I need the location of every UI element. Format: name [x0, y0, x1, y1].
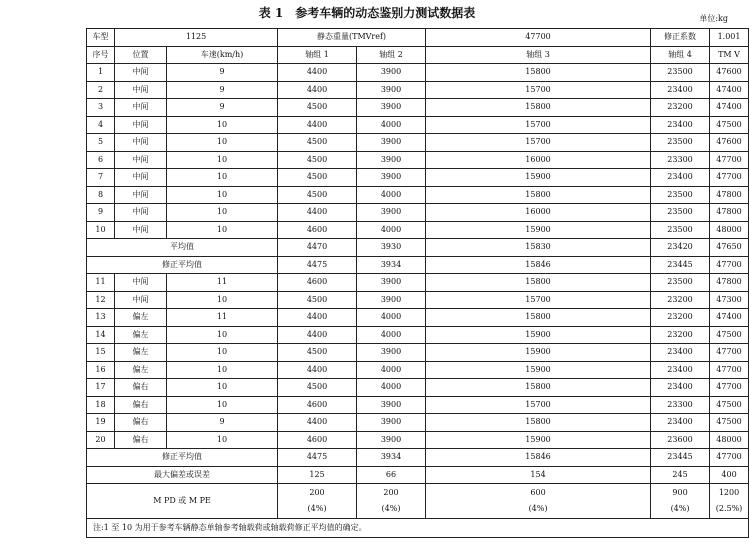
row-index: 13 [87, 309, 115, 327]
table-row [87, 274, 749, 292]
column-header: TM V [710, 46, 749, 64]
position-cell: 中间 [115, 186, 167, 204]
mpd-value [651, 484, 710, 519]
table-row [87, 379, 749, 397]
speed-cell: 10 [167, 116, 278, 134]
position-cell: 中间 [115, 64, 167, 82]
table-title: 表 1 参考车辆的动态鉴别力测试数据表 [258, 6, 476, 20]
summary-value: 15830 [426, 239, 651, 257]
mpd-percent: (2.5%) [715, 504, 743, 513]
summary-value: 47700 [710, 256, 749, 274]
tmv-cell: 47700 [710, 344, 749, 362]
vehicle-type-label: 车型 [87, 29, 115, 47]
tmv-cell: 47500 [710, 326, 749, 344]
axle3-cell: 15700 [426, 81, 651, 99]
axle3-cell: 15700 [426, 396, 651, 414]
summary-value: 4470 [278, 239, 357, 257]
axle1-cell: 4600 [278, 274, 357, 292]
axle3-cell: 15800 [426, 186, 651, 204]
position-cell: 中间 [115, 134, 167, 152]
axle4-cell: 23400 [651, 169, 710, 187]
mpd-amount: 200 [309, 488, 325, 497]
summary-label: 修正平均值 [87, 449, 278, 467]
table-row [87, 396, 749, 414]
speed-cell: 9 [167, 81, 278, 99]
mpd-value [426, 484, 651, 519]
axle2-cell: 4000 [357, 309, 426, 327]
summary-label: 平均值 [87, 239, 278, 257]
speed-cell: 10 [167, 204, 278, 222]
axle2-cell: 3900 [357, 151, 426, 169]
axle1-cell: 4600 [278, 396, 357, 414]
speed-cell: 11 [167, 309, 278, 327]
row-index: 2 [87, 81, 115, 99]
tmv-cell: 47500 [710, 396, 749, 414]
table-row [87, 291, 749, 309]
table-row [87, 64, 749, 82]
mpd-value [710, 484, 749, 519]
axle1-cell: 4500 [278, 134, 357, 152]
speed-cell: 10 [167, 379, 278, 397]
summary-label: M PD 或 M PE [87, 484, 278, 519]
axle3-cell: 15900 [426, 344, 651, 362]
axle3-cell: 15800 [426, 99, 651, 117]
speed-cell: 10 [167, 431, 278, 449]
summary-value: 245 [651, 466, 710, 484]
tmv-cell: 47300 [710, 291, 749, 309]
row-index: 14 [87, 326, 115, 344]
axle1-cell: 4400 [278, 204, 357, 222]
header-row-columns [87, 46, 749, 64]
summary-value: 15846 [426, 449, 651, 467]
tmv-cell: 48000 [710, 221, 749, 239]
row-index: 10 [87, 221, 115, 239]
axle1-cell: 4500 [278, 379, 357, 397]
axle4-cell: 23200 [651, 326, 710, 344]
position-cell: 中间 [115, 221, 167, 239]
axle1-cell: 4600 [278, 221, 357, 239]
position-cell: 偏右 [115, 414, 167, 432]
speed-cell: 10 [167, 151, 278, 169]
axle3-cell: 15800 [426, 274, 651, 292]
column-header: 轴组 4 [651, 46, 710, 64]
speed-cell: 10 [167, 169, 278, 187]
summary-value: 125 [278, 466, 357, 484]
row-index: 18 [87, 396, 115, 414]
axle4-cell: 23400 [651, 361, 710, 379]
tmv-cell: 47400 [710, 99, 749, 117]
table-row [87, 186, 749, 204]
row-index: 20 [87, 431, 115, 449]
tmv-cell: 47700 [710, 361, 749, 379]
table-row [87, 169, 749, 187]
tmv-cell: 47800 [710, 186, 749, 204]
axle4-cell: 23500 [651, 64, 710, 82]
summary-value: 3930 [357, 239, 426, 257]
summary-value: 4475 [278, 256, 357, 274]
position-cell: 中间 [115, 291, 167, 309]
position-cell: 中间 [115, 81, 167, 99]
tmv-cell: 47400 [710, 81, 749, 99]
speed-cell: 10 [167, 221, 278, 239]
position-cell: 中间 [115, 274, 167, 292]
speed-cell: 10 [167, 326, 278, 344]
mpd-percent: (4%) [307, 504, 327, 513]
speed-cell: 10 [167, 134, 278, 152]
note-row [87, 519, 749, 538]
axle3-cell: 15900 [426, 431, 651, 449]
row-index: 6 [87, 151, 115, 169]
static-weight-value: 47700 [426, 29, 651, 47]
summary-value: 23445 [651, 449, 710, 467]
table-row [87, 414, 749, 432]
axle1-cell: 4500 [278, 151, 357, 169]
row-index: 9 [87, 204, 115, 222]
summary-value: 66 [357, 466, 426, 484]
table-note: 注:1 至 10 为用于参考车辆静态单轴参考轴载荷或轴载荷修正平均值的确定。 [87, 519, 749, 538]
axle3-cell: 15800 [426, 414, 651, 432]
axle2-cell: 3900 [357, 431, 426, 449]
axle2-cell: 3900 [357, 396, 426, 414]
axle2-cell: 4000 [357, 326, 426, 344]
axle4-cell: 23500 [651, 186, 710, 204]
table-row [87, 116, 749, 134]
speed-cell: 9 [167, 64, 278, 82]
speed-cell: 9 [167, 414, 278, 432]
axle3-cell: 15900 [426, 221, 651, 239]
header-row-vehicle [87, 29, 749, 47]
axle4-cell: 23500 [651, 221, 710, 239]
axle4-cell: 23500 [651, 134, 710, 152]
unit-label: 单位:kg [699, 14, 728, 23]
axle3-cell: 15800 [426, 64, 651, 82]
mpd-amount: 1200 [718, 488, 740, 497]
column-header: 位置 [115, 46, 167, 64]
tmv-cell: 47500 [710, 116, 749, 134]
axle1-cell: 4500 [278, 99, 357, 117]
position-cell: 偏左 [115, 344, 167, 362]
row-index: 3 [87, 99, 115, 117]
tmv-cell: 47600 [710, 134, 749, 152]
axle3-cell: 15800 [426, 379, 651, 397]
summary-value: 15846 [426, 256, 651, 274]
axle3-cell: 15800 [426, 309, 651, 327]
axle2-cell: 4000 [357, 361, 426, 379]
tmv-cell: 47500 [710, 414, 749, 432]
speed-cell: 10 [167, 361, 278, 379]
axle4-cell: 23400 [651, 116, 710, 134]
axle2-cell: 3900 [357, 134, 426, 152]
summary-value: 47700 [710, 449, 749, 467]
table-row [87, 361, 749, 379]
axle2-cell: 4000 [357, 221, 426, 239]
summary-value: 154 [426, 466, 651, 484]
summary-value: 3934 [357, 256, 426, 274]
axle4-cell: 23400 [651, 379, 710, 397]
axle4-cell: 23500 [651, 274, 710, 292]
tmv-cell: 47400 [710, 309, 749, 327]
axle2-cell: 4000 [357, 379, 426, 397]
mpd-amount: 600 [530, 488, 546, 497]
axle4-cell: 23400 [651, 414, 710, 432]
position-cell: 偏左 [115, 361, 167, 379]
table-row [87, 151, 749, 169]
vehicle-type-value: 1125 [115, 29, 278, 47]
table-row [87, 326, 749, 344]
axle3-cell: 16000 [426, 151, 651, 169]
table-row [87, 431, 749, 449]
correction-value: 1.001 [710, 29, 749, 47]
axle2-cell: 4000 [357, 116, 426, 134]
row-index: 8 [87, 186, 115, 204]
axle4-cell: 23600 [651, 431, 710, 449]
column-header: 轴组 3 [426, 46, 651, 64]
row-index: 4 [87, 116, 115, 134]
row-index: 19 [87, 414, 115, 432]
axle2-cell: 3900 [357, 414, 426, 432]
corrected-average-row [87, 256, 749, 274]
axle2-cell: 4000 [357, 186, 426, 204]
mpd-amount: 900 [672, 488, 688, 497]
column-header: 车速(km/h) [167, 46, 278, 64]
summary-value: 23420 [651, 239, 710, 257]
summary-value: 23445 [651, 256, 710, 274]
axle4-cell: 23500 [651, 204, 710, 222]
axle2-cell: 3900 [357, 344, 426, 362]
average-row [87, 239, 749, 257]
tmv-cell: 47800 [710, 204, 749, 222]
summary-label: 最大偏差或误差 [87, 466, 278, 484]
summary-value: 3934 [357, 449, 426, 467]
axle4-cell: 23200 [651, 309, 710, 327]
axle2-cell: 3900 [357, 99, 426, 117]
axle3-cell: 15900 [426, 326, 651, 344]
column-header: 轴组 2 [357, 46, 426, 64]
table-row [87, 309, 749, 327]
axle4-cell: 23400 [651, 344, 710, 362]
data-table [86, 28, 749, 538]
position-cell: 中间 [115, 169, 167, 187]
axle3-cell: 15700 [426, 291, 651, 309]
correction-label: 修正系数 [651, 29, 710, 47]
axle1-cell: 4500 [278, 291, 357, 309]
tmv-cell: 47600 [710, 64, 749, 82]
axle4-cell: 23200 [651, 291, 710, 309]
axle2-cell: 3900 [357, 274, 426, 292]
axle2-cell: 3900 [357, 291, 426, 309]
axle1-cell: 4500 [278, 186, 357, 204]
axle3-cell: 15900 [426, 361, 651, 379]
axle3-cell: 15700 [426, 116, 651, 134]
table-row [87, 204, 749, 222]
row-index: 17 [87, 379, 115, 397]
position-cell: 偏右 [115, 379, 167, 397]
mpd-percent: (4%) [528, 504, 548, 513]
position-cell: 偏右 [115, 396, 167, 414]
summary-value: 400 [710, 466, 749, 484]
position-cell: 中间 [115, 99, 167, 117]
mpd-row [87, 484, 749, 519]
axle2-cell: 3900 [357, 169, 426, 187]
axle2-cell: 3900 [357, 64, 426, 82]
table-row [87, 99, 749, 117]
corrected-average-row [87, 449, 749, 467]
axle2-cell: 3900 [357, 81, 426, 99]
axle3-cell: 16000 [426, 204, 651, 222]
position-cell: 中间 [115, 151, 167, 169]
position-cell: 中间 [115, 204, 167, 222]
table-row [87, 81, 749, 99]
column-header: 序号 [87, 46, 115, 64]
row-index: 11 [87, 274, 115, 292]
position-cell: 偏右 [115, 431, 167, 449]
tmv-cell: 47700 [710, 169, 749, 187]
row-index: 7 [87, 169, 115, 187]
speed-cell: 9 [167, 99, 278, 117]
tmv-cell: 47700 [710, 151, 749, 169]
row-index: 1 [87, 64, 115, 82]
table-row [87, 221, 749, 239]
max-deviation-row [87, 466, 749, 484]
summary-value: 47650 [710, 239, 749, 257]
row-index: 15 [87, 344, 115, 362]
axle3-cell: 15700 [426, 134, 651, 152]
tmv-cell: 47800 [710, 274, 749, 292]
axle1-cell: 4400 [278, 309, 357, 327]
column-header: 轴组 1 [278, 46, 357, 64]
mpd-value [278, 484, 357, 519]
speed-cell: 10 [167, 396, 278, 414]
row-index: 16 [87, 361, 115, 379]
axle4-cell: 23400 [651, 81, 710, 99]
tmv-cell: 47700 [710, 379, 749, 397]
axle2-cell: 3900 [357, 204, 426, 222]
axle1-cell: 4500 [278, 344, 357, 362]
position-cell: 偏左 [115, 326, 167, 344]
tmv-cell: 48000 [710, 431, 749, 449]
row-index: 5 [87, 134, 115, 152]
speed-cell: 10 [167, 186, 278, 204]
mpd-percent: (4%) [381, 504, 401, 513]
summary-value: 4475 [278, 449, 357, 467]
axle1-cell: 4400 [278, 361, 357, 379]
static-weight-label: 静态重量(TMVref) [278, 29, 426, 47]
axle1-cell: 4400 [278, 326, 357, 344]
position-cell: 中间 [115, 116, 167, 134]
axle1-cell: 4400 [278, 414, 357, 432]
axle1-cell: 4400 [278, 64, 357, 82]
axle3-cell: 15900 [426, 169, 651, 187]
position-cell: 偏左 [115, 309, 167, 327]
speed-cell: 10 [167, 291, 278, 309]
speed-cell: 11 [167, 274, 278, 292]
axle4-cell: 23200 [651, 99, 710, 117]
row-index: 12 [87, 291, 115, 309]
summary-label: 修正平均值 [87, 256, 278, 274]
mpd-percent: (4%) [670, 504, 690, 513]
table-row [87, 344, 749, 362]
mpd-value [357, 484, 426, 519]
table-row [87, 134, 749, 152]
axle1-cell: 4400 [278, 81, 357, 99]
mpd-amount: 200 [383, 488, 399, 497]
axle1-cell: 4600 [278, 431, 357, 449]
axle4-cell: 23300 [651, 151, 710, 169]
axle1-cell: 4400 [278, 116, 357, 134]
speed-cell: 10 [167, 344, 278, 362]
axle4-cell: 23300 [651, 396, 710, 414]
axle1-cell: 4500 [278, 169, 357, 187]
